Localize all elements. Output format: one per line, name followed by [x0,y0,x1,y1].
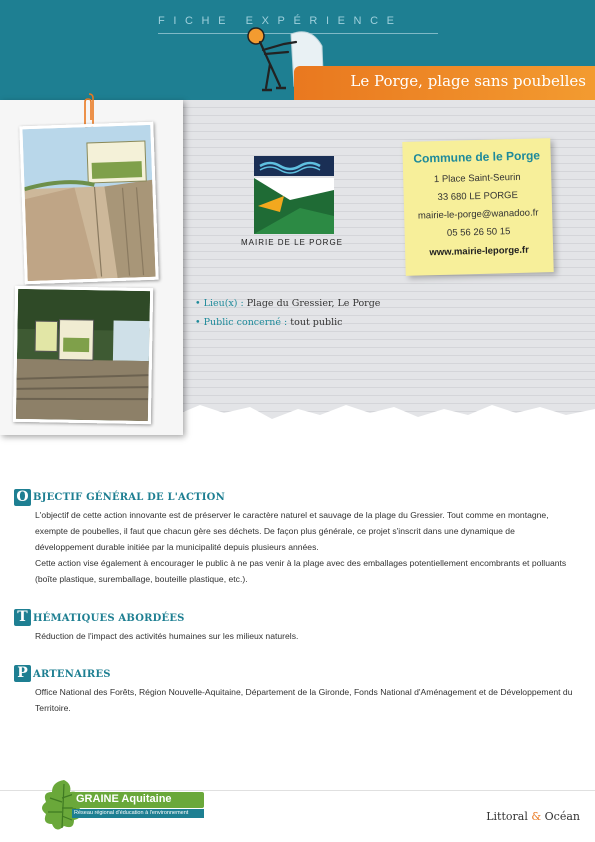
mairie-logo-caption: MAIRIE DE LE PORGE [240,238,344,247]
section-objectif-heading: BJECTIF GÉNÉRAL DE L'ACTION [33,492,225,503]
footer-ampersand: & [531,810,542,823]
section-thematiques-paragraph: Réduction de l'impact des activités humaines sur les milieux naturels. [35,631,299,641]
location-label: Lieu(x) : [203,298,244,309]
section-thematiques-heading: HÉMATIQUES ABORDÉES [33,613,185,624]
section-objectif-body [35,507,575,587]
section-partenaires-heading: ARTENAIRES [33,669,111,680]
contact-address-line2: 33 680 LE PORGE [437,189,518,204]
location-info [195,298,380,309]
contact-address-line1: 1 Place Saint-Seurin [433,171,521,186]
section-partenaires-body [35,684,575,716]
graine-name: GRAINE Aquitaine [76,793,172,805]
contact-email[interactable]: mairie-le-porge@wanadoo.fr [417,207,539,222]
page-title: Le Porge, plage sans poubelles [350,72,586,90]
section-objectif-paragraph: Cette action vise également à encourager le public à ne pas venir à la plage avec des emballages potentiellement encombrants et polluants (boîte plastique, suremballage, bouteille plastique, etc.). [35,558,567,584]
footer-littoral: Littoral [486,810,528,823]
section-partenaires-initial: P [14,665,31,682]
section-objectif-paragraph: L'objectif de cette action innovante est de préserver le caractère naturel et sauvage de la plage du Gressier. Tout comme en montagne, exempte de poubelles, il faut que chacun gère ses déchets. De façon plus générale, ce projet s'inscrit dans une dynamique de développement durable initiée par la municipalité depuis plusieurs années. [35,510,549,552]
kicker-text: FICHE EXPÉRIENCE [158,15,403,27]
contact-phone: 05 56 26 50 15 [446,226,511,239]
footer-ocean: Océan [544,810,580,823]
section-objectif-initial: O [14,489,31,506]
section-thematiques-initial: T [14,609,31,626]
contact-note [402,138,553,276]
contact-website-link[interactable]: www.mairie-leporge.fr [429,244,529,259]
forest-panel-photo [13,286,153,424]
bullet-dot: • [195,298,201,309]
location-value: Plage du Gressier, Le Porge [246,298,381,309]
contact-title: Commune de le Porge [413,148,541,166]
audience-value: tout public [290,317,343,328]
beach-path-photo [19,122,158,285]
graine-aquitaine-logo [38,778,208,828]
bullet-dot: • [195,317,201,328]
graine-tagline: Réseau régional d'éducation à l'environnement [74,810,189,816]
section-thematiques-body [35,628,575,644]
audience-label: Public concerné : [203,317,288,328]
section-partenaires-paragraph: Office National des Forêts, Région Nouvelle-Aquitaine, Département de la Gironde, Fonds National d'Aménagement et de Développement du Territoire. [35,687,573,713]
footer-collection-title [440,810,580,823]
mairie-logo [240,156,344,236]
audience-info [195,317,342,328]
